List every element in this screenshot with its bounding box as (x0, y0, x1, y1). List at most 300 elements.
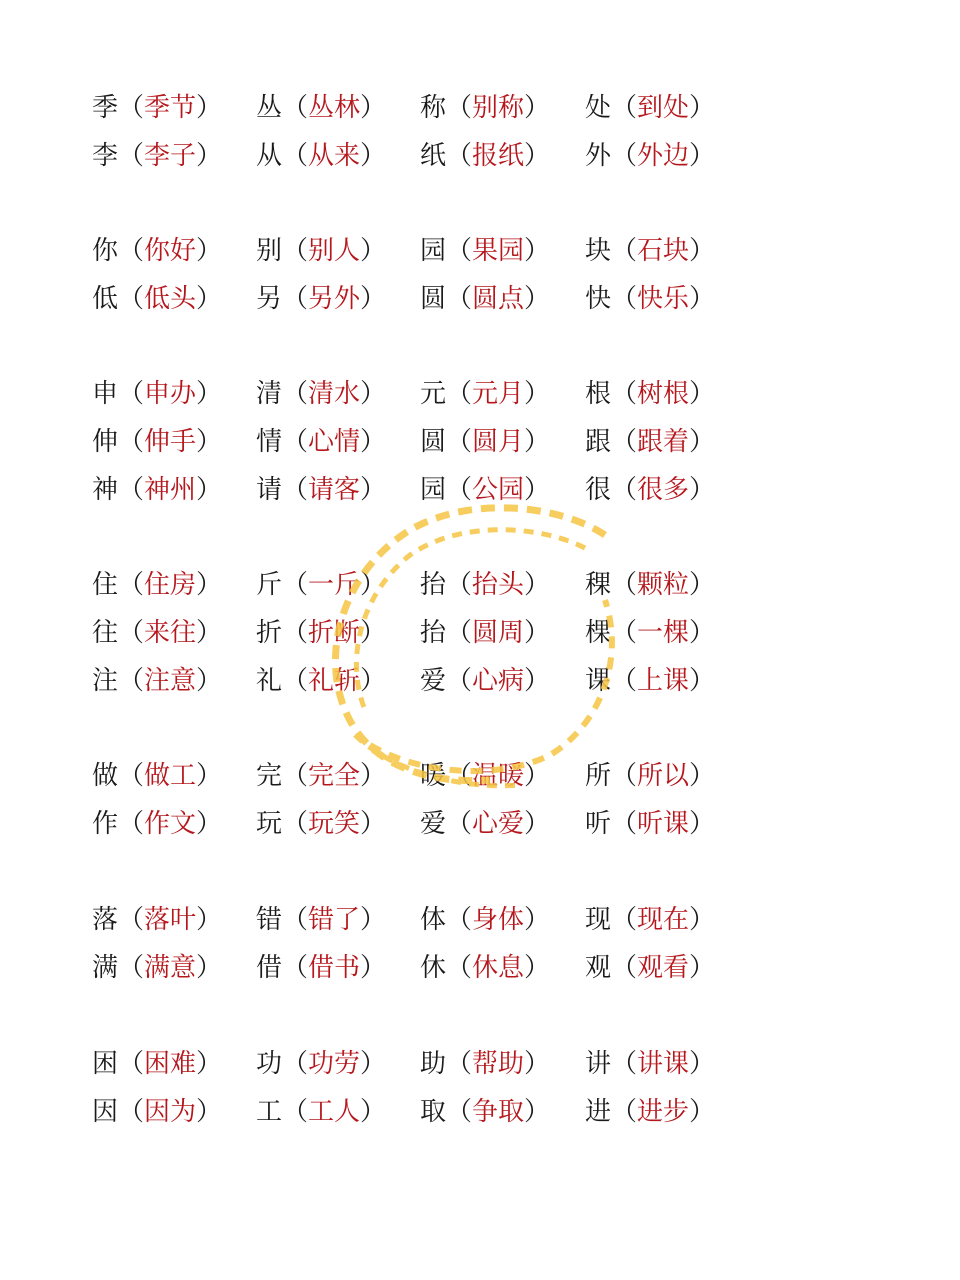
example-word: 到处 (637, 93, 690, 123)
open-paren: （ (118, 570, 145, 600)
close-paren: ） (360, 141, 387, 171)
word-row (92, 609, 732, 657)
example-word: 借书 (308, 953, 361, 983)
close-paren: ） (524, 666, 551, 696)
base-character: 元 (420, 379, 447, 409)
close-paren: ） (524, 1097, 551, 1127)
word-entry (92, 561, 222, 609)
example-word: 一斤 (308, 570, 361, 600)
word-row (92, 418, 732, 466)
word-entry (256, 418, 386, 466)
base-character: 另 (256, 284, 283, 314)
close-paren: ） (360, 809, 387, 839)
base-character: 玩 (256, 809, 283, 839)
base-character: 错 (256, 905, 283, 935)
word-entry (92, 944, 222, 992)
word-entry (256, 132, 386, 180)
base-character: 丛 (256, 93, 283, 123)
close-paren: ） (360, 427, 387, 457)
example-word: 观看 (637, 953, 690, 983)
word-entry (420, 609, 550, 657)
base-character: 稞 (585, 570, 612, 600)
example-word: 注意 (144, 666, 197, 696)
base-character: 借 (256, 953, 283, 983)
base-character: 你 (92, 236, 119, 266)
close-paren: ） (689, 427, 716, 457)
close-paren: ） (196, 284, 223, 314)
base-character: 请 (256, 475, 283, 505)
example-word: 休息 (472, 953, 525, 983)
open-paren: （ (282, 666, 309, 696)
open-paren: （ (611, 427, 638, 457)
close-paren: ） (360, 618, 387, 648)
word-row (92, 1088, 732, 1136)
word-entry (420, 657, 550, 705)
open-paren: （ (611, 236, 638, 266)
example-word: 石块 (637, 236, 690, 266)
close-paren: ） (524, 761, 551, 791)
open-paren: （ (446, 1049, 473, 1079)
base-character: 别 (256, 236, 283, 266)
word-entry (585, 370, 715, 418)
word-row (92, 561, 732, 609)
example-word: 落叶 (144, 905, 197, 935)
open-paren: （ (611, 809, 638, 839)
example-word: 果园 (472, 236, 525, 266)
base-character: 快 (585, 284, 612, 314)
word-group (92, 84, 732, 180)
example-word: 很多 (637, 475, 690, 505)
close-paren: ） (196, 905, 223, 935)
word-row (92, 896, 732, 944)
close-paren: ） (524, 475, 551, 505)
base-character: 爱 (420, 666, 447, 696)
close-paren: ） (196, 666, 223, 696)
close-paren: ） (524, 284, 551, 314)
close-paren: ） (689, 1097, 716, 1127)
base-character: 完 (256, 761, 283, 791)
open-paren: （ (118, 475, 145, 505)
example-word: 圆点 (472, 284, 525, 314)
close-paren: ） (360, 570, 387, 600)
example-word: 满意 (144, 953, 197, 983)
close-paren: ） (196, 618, 223, 648)
word-entry (92, 752, 222, 800)
open-paren: （ (282, 427, 309, 457)
example-word: 跟着 (637, 427, 690, 457)
base-character: 课 (585, 666, 612, 696)
word-entry (585, 132, 715, 180)
open-paren: （ (446, 1097, 473, 1127)
example-word: 你好 (144, 236, 197, 266)
open-paren: （ (611, 284, 638, 314)
close-paren: ） (524, 809, 551, 839)
word-entry (92, 609, 222, 657)
close-paren: ） (689, 618, 716, 648)
open-paren: （ (446, 809, 473, 839)
close-paren: ） (689, 570, 716, 600)
word-entry (420, 896, 550, 944)
base-character: 休 (420, 953, 447, 983)
base-character: 清 (256, 379, 283, 409)
example-word: 折断 (308, 618, 361, 648)
example-word: 帮助 (472, 1049, 525, 1079)
example-word: 心病 (472, 666, 525, 696)
base-character: 体 (420, 905, 447, 935)
example-word: 身体 (472, 905, 525, 935)
close-paren: ） (196, 475, 223, 505)
base-character: 外 (585, 141, 612, 171)
word-entry (585, 561, 715, 609)
base-character: 注 (92, 666, 119, 696)
base-character: 神 (92, 475, 119, 505)
word-group (92, 227, 732, 323)
open-paren: （ (446, 570, 473, 600)
open-paren: （ (611, 570, 638, 600)
base-character: 情 (256, 427, 283, 457)
base-character: 因 (92, 1097, 119, 1127)
base-character: 落 (92, 905, 119, 935)
open-paren: （ (446, 905, 473, 935)
open-paren: （ (118, 379, 145, 409)
example-word: 季节 (144, 93, 197, 123)
example-word: 功劳 (308, 1049, 361, 1079)
base-character: 圆 (420, 284, 447, 314)
open-paren: （ (611, 953, 638, 983)
base-character: 取 (420, 1097, 447, 1127)
example-word: 现在 (637, 905, 690, 935)
word-entry (256, 944, 386, 992)
example-word: 请客 (308, 475, 361, 505)
close-paren: ） (689, 761, 716, 791)
open-paren: （ (282, 236, 309, 266)
base-character: 季 (92, 93, 119, 123)
example-word: 错了 (308, 905, 361, 935)
open-paren: （ (282, 570, 309, 600)
open-paren: （ (446, 666, 473, 696)
word-entry (420, 370, 550, 418)
example-word: 低头 (144, 284, 197, 314)
base-character: 根 (585, 379, 612, 409)
open-paren: （ (118, 666, 145, 696)
base-character: 园 (420, 475, 447, 505)
example-word: 玩笑 (308, 809, 361, 839)
base-character: 满 (92, 953, 119, 983)
word-entry (585, 800, 715, 848)
close-paren: ） (524, 1049, 551, 1079)
word-row (92, 84, 732, 132)
word-entry (256, 275, 386, 323)
open-paren: （ (611, 761, 638, 791)
word-group (92, 370, 732, 514)
word-entry (92, 657, 222, 705)
close-paren: ） (689, 236, 716, 266)
word-row (92, 466, 732, 514)
word-entry (92, 466, 222, 514)
word-entry (420, 132, 550, 180)
example-word: 做工 (144, 761, 197, 791)
word-entry (92, 1088, 222, 1136)
example-word: 听课 (637, 809, 690, 839)
example-word: 伸手 (144, 427, 197, 457)
word-entry (420, 944, 550, 992)
close-paren: ） (689, 666, 716, 696)
base-character: 棵 (585, 618, 612, 648)
base-character: 往 (92, 618, 119, 648)
base-character: 暖 (420, 761, 447, 791)
base-character: 伸 (92, 427, 119, 457)
example-word: 心爱 (472, 809, 525, 839)
open-paren: （ (118, 93, 145, 123)
base-character: 功 (256, 1049, 283, 1079)
close-paren: ） (196, 236, 223, 266)
base-character: 低 (92, 284, 119, 314)
close-paren: ） (196, 93, 223, 123)
base-character: 跟 (585, 427, 612, 457)
example-word: 元月 (472, 379, 525, 409)
close-paren: ） (689, 284, 716, 314)
word-entry (92, 370, 222, 418)
example-word: 完全 (308, 761, 361, 791)
base-character: 块 (585, 236, 612, 266)
word-entry (92, 1040, 222, 1088)
base-character: 观 (585, 953, 612, 983)
example-word: 讲课 (637, 1049, 690, 1079)
open-paren: （ (282, 809, 309, 839)
word-entry (585, 609, 715, 657)
close-paren: ） (360, 236, 387, 266)
base-character: 住 (92, 570, 119, 600)
open-paren: （ (446, 379, 473, 409)
close-paren: ） (360, 93, 387, 123)
close-paren: ） (689, 475, 716, 505)
base-character: 抬 (420, 618, 447, 648)
example-word: 别人 (308, 236, 361, 266)
close-paren: ） (360, 1049, 387, 1079)
example-word: 申办 (144, 379, 197, 409)
base-character: 抬 (420, 570, 447, 600)
base-character: 申 (92, 379, 119, 409)
close-paren: ） (689, 953, 716, 983)
base-character: 李 (92, 141, 119, 171)
open-paren: （ (282, 618, 309, 648)
close-paren: ） (196, 953, 223, 983)
close-paren: ） (360, 905, 387, 935)
base-character: 所 (585, 761, 612, 791)
example-word: 工人 (308, 1097, 361, 1127)
word-entry (585, 227, 715, 275)
close-paren: ） (360, 379, 387, 409)
word-row (92, 657, 732, 705)
open-paren: （ (446, 93, 473, 123)
open-paren: （ (118, 141, 145, 171)
word-entry (256, 466, 386, 514)
open-paren: （ (446, 236, 473, 266)
word-entry (420, 84, 550, 132)
example-word: 所以 (637, 761, 690, 791)
open-paren: （ (611, 475, 638, 505)
example-word: 温暖 (472, 761, 525, 791)
base-character: 园 (420, 236, 447, 266)
open-paren: （ (611, 1097, 638, 1127)
word-entry (585, 752, 715, 800)
base-character: 从 (256, 141, 283, 171)
close-paren: ） (360, 953, 387, 983)
close-paren: ） (524, 379, 551, 409)
open-paren: （ (446, 141, 473, 171)
open-paren: （ (118, 1097, 145, 1127)
word-entry (420, 1088, 550, 1136)
open-paren: （ (282, 379, 309, 409)
word-entry (420, 561, 550, 609)
word-entry (256, 84, 386, 132)
open-paren: （ (118, 905, 145, 935)
word-entry (92, 84, 222, 132)
open-paren: （ (282, 905, 309, 935)
open-paren: （ (282, 284, 309, 314)
word-entry (585, 418, 715, 466)
base-character: 工 (256, 1097, 283, 1127)
example-word: 进步 (637, 1097, 690, 1127)
close-paren: ） (360, 284, 387, 314)
close-paren: ） (360, 761, 387, 791)
close-paren: ） (689, 141, 716, 171)
open-paren: （ (611, 905, 638, 935)
close-paren: ） (196, 141, 223, 171)
word-entry (420, 418, 550, 466)
open-paren: （ (118, 284, 145, 314)
word-row (92, 800, 732, 848)
example-word: 外边 (637, 141, 690, 171)
word-entry (92, 132, 222, 180)
base-character: 圆 (420, 427, 447, 457)
example-word: 住房 (144, 570, 197, 600)
word-entry (92, 227, 222, 275)
open-paren: （ (118, 953, 145, 983)
open-paren: （ (446, 618, 473, 648)
example-word: 快乐 (637, 284, 690, 314)
example-word: 作文 (144, 809, 197, 839)
word-group (92, 1040, 732, 1136)
open-paren: （ (282, 1049, 309, 1079)
close-paren: ） (524, 953, 551, 983)
close-paren: ） (689, 809, 716, 839)
word-entry (585, 896, 715, 944)
example-word: 心情 (308, 427, 361, 457)
word-entry (420, 752, 550, 800)
open-paren: （ (446, 761, 473, 791)
example-word: 公园 (472, 475, 525, 505)
example-word: 抬头 (472, 570, 525, 600)
example-word: 李子 (144, 141, 197, 171)
close-paren: ） (360, 1097, 387, 1127)
base-character: 折 (256, 618, 283, 648)
word-row (92, 1040, 732, 1088)
base-character: 斤 (256, 570, 283, 600)
word-row (92, 944, 732, 992)
example-word: 争取 (472, 1097, 525, 1127)
word-group (92, 561, 732, 705)
example-word: 清水 (308, 379, 361, 409)
base-character: 困 (92, 1049, 119, 1079)
example-word: 上课 (637, 666, 690, 696)
word-row (92, 132, 732, 180)
open-paren: （ (282, 953, 309, 983)
base-character: 听 (585, 809, 612, 839)
open-paren: （ (282, 1097, 309, 1127)
close-paren: ） (196, 1049, 223, 1079)
word-entry (256, 800, 386, 848)
close-paren: ） (689, 93, 716, 123)
example-word: 神州 (144, 475, 197, 505)
close-paren: ） (524, 570, 551, 600)
open-paren: （ (611, 93, 638, 123)
close-paren: ） (196, 570, 223, 600)
example-word: 一棵 (637, 618, 690, 648)
close-paren: ） (524, 141, 551, 171)
example-word: 来往 (144, 618, 197, 648)
close-paren: ） (524, 427, 551, 457)
word-row (92, 752, 732, 800)
base-character: 现 (585, 905, 612, 935)
close-paren: ） (689, 379, 716, 409)
example-word: 颗粒 (637, 570, 690, 600)
base-character: 进 (585, 1097, 612, 1127)
close-paren: ） (196, 1097, 223, 1127)
word-entry (420, 227, 550, 275)
open-paren: （ (118, 1049, 145, 1079)
example-word: 礼斩 (308, 666, 361, 696)
word-row (92, 275, 732, 323)
word-entry (585, 944, 715, 992)
open-paren: （ (118, 761, 145, 791)
word-entry (92, 896, 222, 944)
example-word: 另外 (308, 284, 361, 314)
open-paren: （ (118, 809, 145, 839)
example-word: 从来 (308, 141, 361, 171)
open-paren: （ (118, 618, 145, 648)
example-word: 别称 (472, 93, 525, 123)
close-paren: ） (524, 93, 551, 123)
example-word: 困难 (144, 1049, 197, 1079)
word-entry (256, 227, 386, 275)
word-group (92, 752, 732, 848)
open-paren: （ (446, 427, 473, 457)
close-paren: ） (360, 666, 387, 696)
close-paren: ） (196, 427, 223, 457)
close-paren: ） (196, 379, 223, 409)
close-paren: ） (196, 761, 223, 791)
example-word: 圆周 (472, 618, 525, 648)
close-paren: ） (524, 236, 551, 266)
example-word: 丛林 (308, 93, 361, 123)
word-entry (256, 370, 386, 418)
open-paren: （ (446, 284, 473, 314)
open-paren: （ (282, 475, 309, 505)
base-character: 爱 (420, 809, 447, 839)
base-character: 纸 (420, 141, 447, 171)
word-entry (256, 657, 386, 705)
word-row (92, 227, 732, 275)
word-entry (256, 752, 386, 800)
word-entry (585, 1040, 715, 1088)
open-paren: （ (282, 141, 309, 171)
word-entry (585, 275, 715, 323)
open-paren: （ (446, 953, 473, 983)
close-paren: ） (524, 905, 551, 935)
base-character: 讲 (585, 1049, 612, 1079)
base-character: 很 (585, 475, 612, 505)
